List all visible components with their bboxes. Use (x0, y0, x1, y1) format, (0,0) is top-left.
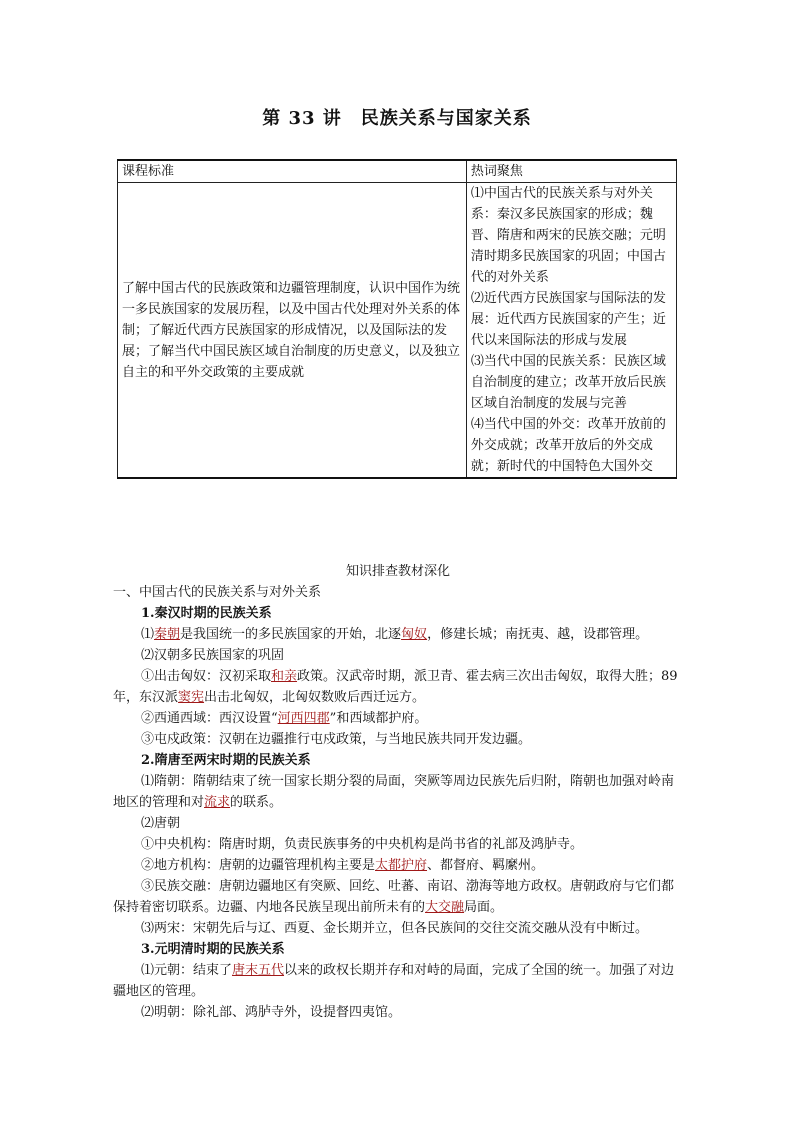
hot-words-cell (466, 183, 676, 479)
hot-word-item: ⑷当代中国的外交：改革开放前的外交成就；改革开放后的外交成就；新时代的中国特色大国外交 (470, 417, 666, 474)
key-term: 河西四郡 (277, 711, 330, 726)
table-header-row (118, 160, 677, 183)
hot-word-item: ⑴中国古代的民族关系与对外关系：秦汉多民族国家的形成；魏晋、隋唐和两宋的民族交融；元明清时期多民族国家的巩固；中国古代的对外关系 (470, 186, 666, 285)
table-body-row (118, 183, 677, 479)
paragraph: ②地方机构：唐朝的边疆管理机构主要是太都护府、都督府、羁縻州。 (141, 858, 545, 873)
key-term: 秦朝 (154, 627, 181, 642)
curriculum-standard-text: 了解中国古代的民族政策和边疆管理制度，认识中国作为统一多民族国家的发展历程，以及中国古代处理对外关系的体制；了解近代西方民族国家的形成情况，以及国际法的发展；了解当代中国民族区域自治制度的历史意义，以及独立自主的和平外交政策的主要成就 (118, 183, 467, 479)
paragraph: ③民族交融：唐朝边疆地区有突厥、回纥、吐蕃、南诏、渤海等地方政权。唐朝政府与它们都保持着密切联系。边疆、内地各民族呈现出前所未有的大交融局面。 (113, 879, 675, 915)
knowledge-content (113, 561, 683, 1023)
header-hot-words: 热词聚焦 (466, 160, 676, 183)
key-term: 窦宪 (178, 690, 205, 705)
header-curriculum-standard: 课程标准 (118, 160, 467, 183)
paragraph: ⑴元朝：结束了唐末五代以来的政权长期并存和对峙的局面，完成了全国的统一。加强了对边疆地区的管理。 (113, 963, 675, 999)
heading-level-1: 一、中国古代的民族关系与对外关系 (113, 585, 322, 600)
subheading-sui-song: 2.隋唐至两宋时期的民族关系 (141, 753, 311, 768)
paragraph: ⑴隋朝：隋朝结束了统一国家长期分裂的局面，突厥等周边民族先后归附，隋朝也加强对岭南地区的管理和对流求的联系。 (113, 774, 675, 810)
key-term: 匈奴 (401, 627, 428, 642)
curriculum-table (117, 159, 677, 479)
paragraph: ②西通西域：西汉设置“河西四郡”和西域都护府。 (141, 711, 428, 726)
key-term: 太都护府 (375, 858, 428, 873)
paragraph: ①出击匈奴：汉初采取和亲政策。汉武帝时期，派卫青、霍去病三次出击匈奴，取得大胜；89年，东汉派窦宪出击北匈奴，北匈奴数败后西迁远方。 (113, 669, 678, 705)
key-term: 唐末五代 (232, 963, 285, 978)
paragraph: ⑵汉朝多民族国家的巩固 (141, 648, 285, 663)
paragraph: ⑵明朝：除礼部、鸿胪寺外，设提督四夷馆。 (141, 1005, 402, 1020)
key-term: 大交融 (425, 900, 465, 915)
subheading-yuan-qing: 3.元明清时期的民族关系 (141, 942, 285, 957)
hot-word-item: ⑶当代中国的民族关系：民族区域自治制度的建立；改革开放后民族区域自治制度的发展与完善 (470, 354, 666, 411)
hot-word-item: ⑵近代西方民族国家与国际法的发展：近代西方民族国家的产生；近代以来国际法的形成与发展 (470, 291, 666, 348)
key-term: 和亲 (271, 669, 298, 684)
subheading-qin-han: 1.秦汉时期的民族关系 (141, 606, 272, 621)
key-term: 流求 (204, 795, 231, 810)
paragraph: ⑶两宋：宋朝先后与辽、西夏、金长期并立，但各民族间的交往交流交融从没有中断过。 (141, 921, 649, 936)
paragraph: ⑴秦朝是我国统一的多民族国家的开始，北逐匈奴，修建长城；南抚夷、越，设郡管理。 (141, 627, 649, 642)
paragraph: ③屯戍政策：汉朝在边疆推行屯戍政策，与当地民族共同开发边疆。 (141, 732, 532, 747)
paragraph: ⑵唐朝 (141, 816, 181, 831)
page-title: 第 33 讲 民族关系与国家关系 (262, 108, 532, 129)
section-title: 知识排查教材深化 (345, 564, 450, 579)
paragraph: ①中央机构：隋唐时期，负责民族事务的中央机构是尚书省的礼部及鸿胪寺。 (141, 837, 584, 852)
